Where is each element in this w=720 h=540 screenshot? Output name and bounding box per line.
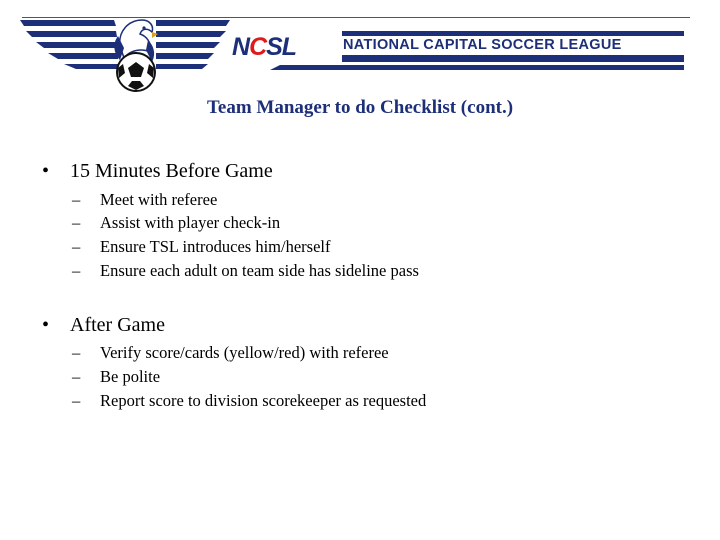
right-wing-stripes [156, 20, 230, 69]
bullet: • [42, 314, 50, 336]
section-heading: After Game [70, 314, 165, 336]
logo-accent: C [249, 33, 267, 61]
logo-suffix: SL [266, 33, 297, 61]
section-heading: 15 Minutes Before Game [70, 160, 273, 182]
bullet: • [42, 160, 50, 182]
page-title: Team Manager to do Checklist (cont.) [206, 97, 514, 118]
league-banner [20, 18, 692, 96]
soccer-ball-icon [117, 53, 155, 91]
logo-prefix: N [232, 33, 250, 61]
league-name: NATIONAL CAPITAL SOCCER LEAGUE [343, 37, 622, 53]
left-wing-stripes [20, 20, 120, 69]
ncsl-logo [232, 33, 296, 62]
